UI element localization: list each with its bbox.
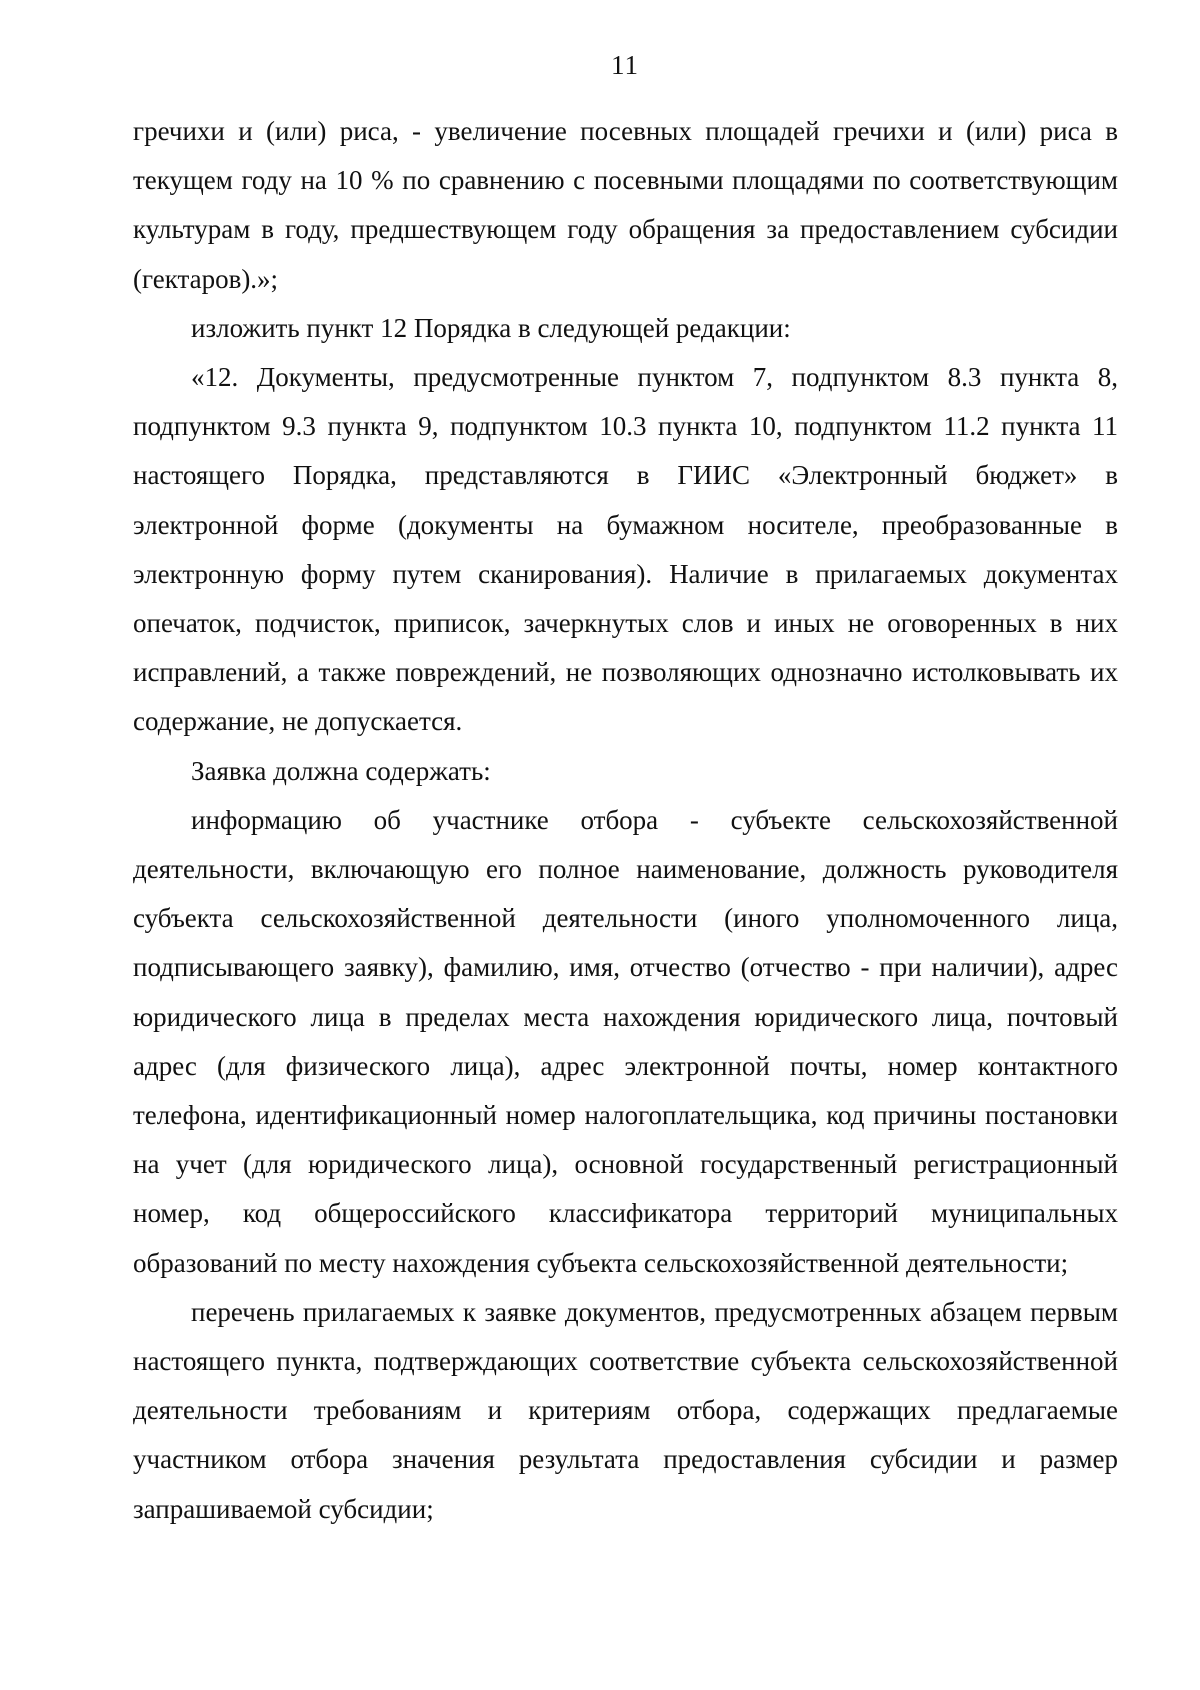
paragraph-clause-12: «12. Документы, предусмотренные пунктом 7, подпунктом 8.3 пункта 8, подпунктом 9.3 пункта 9, подпунктом 10.3 пункта 10, подпунктом 11.2 пункта 11 настоящего Порядка, представляются в ГИИС «Электронный бюджет» в электронной форме (документы на бумажном носителе, преобразованные в электронную форму путем сканирования). Наличие в прилагаемых документах опечаток, подчисток, приписок, зачеркнутых слов и иных не оговоренных в них исправлений, а также повреждений, не позволяющих однозначно истолковывать их содержание, не допускается. — [133, 362, 1118, 737]
paragraph-documents-list: перечень прилагаемых к заявке документов, предусмотренных абзацем первым настоящего пункта, подтверждающих соответствие субъекта сельскохозяйственной деятельности требованиям и критериям отбора, содержащих предлагаемые участником отбора значения результата предоставления субсидии и размер запрашиваемой субсидии; — [133, 1296, 1118, 1524]
paragraph-participant-info: информацию об участнике отбора - субъекте сельскохозяйственной деятельности, включающую его полное наименование, должность руководителя субъекта сельскохозяйственной деятельности (иного уполномоченного лица, подписывающего заявку), фамилию, имя, отчество (отчество - при наличии), адрес юридического лица в пределах места нахождения юридического лица, почтовый адрес (для физического лица), адрес электронной почты, номер контактного телефона, идентификационный номер налогоплательщика, код причины постановки на учет (для юридического лица), основной государственный регистрационный номер, код общероссийского классификатора территорий муниципальных образований по месту нахождения субъекта сельскохозяйственной деятельности; — [133, 804, 1118, 1278]
paragraph-amend-clause-12: изложить пункт 12 Порядка в следующей редакции: — [191, 312, 791, 343]
document-body — [133, 107, 1118, 1534]
paragraph-application-contents: Заявка должна содержать: — [191, 755, 491, 786]
paragraph-continuation: гречихи и (или) риса, - увеличение посевных площадей гречихи и (или) риса в текущем году на 10 % по сравнению с посевными площадями по соответствующим культурам в году, предшествующем году обращения за предоставлением субсидии (гектаров).»; — [133, 116, 1118, 294]
page-number: 11 — [611, 50, 639, 80]
